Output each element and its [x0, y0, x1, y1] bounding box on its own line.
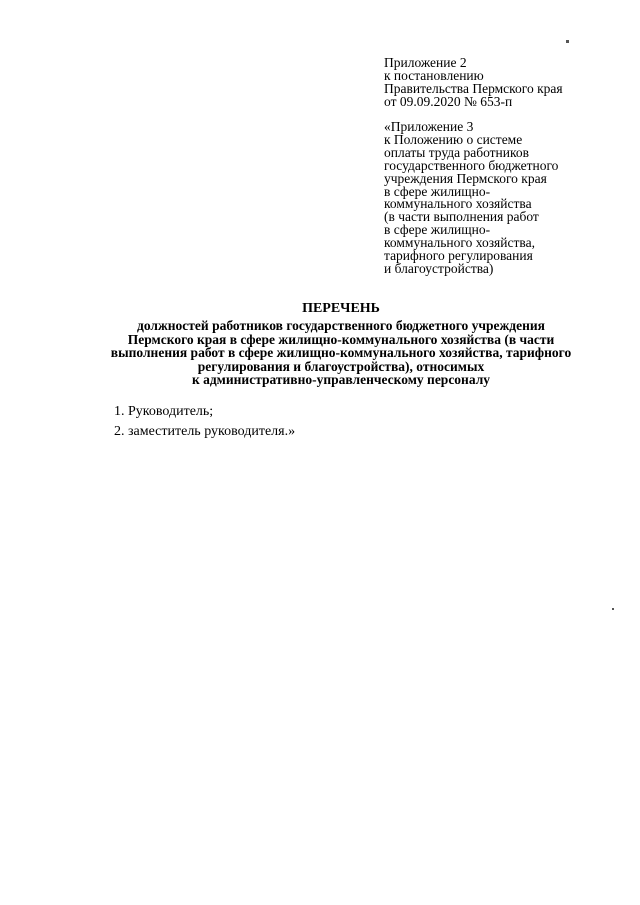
subtitle-line: к административно-управленческому персоналу [191, 372, 491, 387]
appendix-2-line: от 09.09.2020 № 653-п [384, 94, 513, 109]
appendix-3-line: оплаты труда работников [384, 144, 529, 160]
appendix-2-line: Приложение 2 [384, 55, 467, 70]
appendix-3-line: в сфере жилищно- [384, 222, 491, 238]
list-item: 2. заместитель руководителя.» [114, 424, 296, 439]
appendix-2-header [384, 56, 624, 108]
subtitle-line: должностей работников государственного бюджетного учреждения [137, 318, 545, 333]
appendix-3-line: в сфере жилищно- [384, 183, 491, 199]
subtitle-line: регулирования и благоустройства), относимых [197, 358, 485, 374]
appendix-3-header [384, 121, 624, 276]
scan-speck [566, 40, 569, 43]
appendix-3-line: (в части выполнения работ [384, 209, 539, 225]
positions-list [114, 402, 295, 442]
document-title: ПЕРЕЧЕНЬ [302, 301, 380, 316]
subtitle-line: выполнения работ в сфере жилищно-коммунального хозяйства, тарифного [110, 345, 572, 360]
appendix-3-line: коммунального хозяйства, [384, 235, 535, 251]
document-subtitle [60, 319, 622, 387]
appendix-3-line: к Положению о системе [384, 131, 523, 147]
appendix-3-line: «Приложение 3 [384, 119, 474, 134]
subtitle-line: Пермского края в сфере жилищно-коммунального хозяйства (в части [127, 331, 555, 347]
appendix-3-line: и благоустройства) [384, 260, 494, 276]
appendix-3-line: учреждения Пермского края [384, 170, 547, 186]
appendix-3-line: коммунального хозяйства [384, 196, 532, 212]
list-item: 1. Руководитель; [114, 404, 214, 419]
appendix-2-line: Правительства Пермского края [384, 81, 563, 96]
appendix-3-line: государственного бюджетного [384, 157, 559, 173]
appendix-3-line: тарифного регулирования [384, 248, 533, 264]
scan-speck [612, 608, 614, 610]
appendix-2-line: к постановлению [384, 68, 484, 83]
